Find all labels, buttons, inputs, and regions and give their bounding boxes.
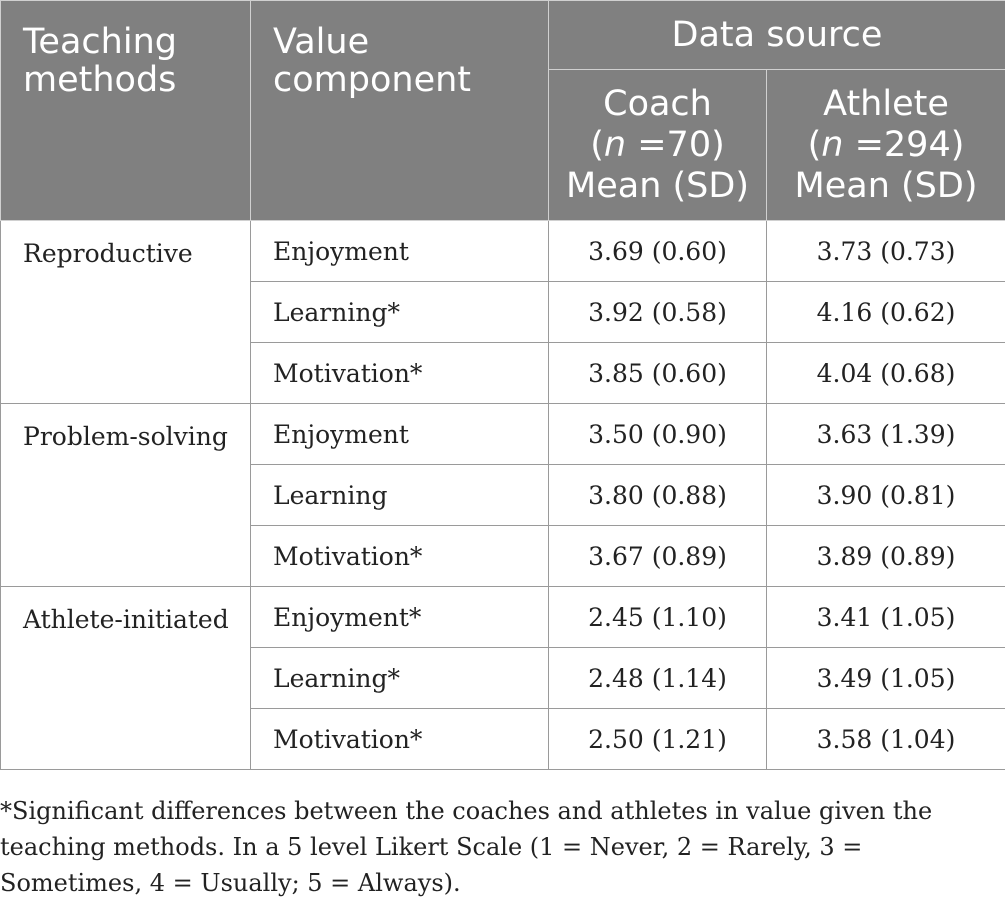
table-row (1, 404, 1005, 465)
coach-value-cell: 3.69 (0.60) (549, 221, 767, 282)
header-value-component: Value component (251, 1, 549, 221)
athlete-value-cell: 3.63 (1.39) (767, 404, 1005, 465)
athlete-value-cell: 3.49 (1.05) (767, 648, 1005, 709)
coach-value-cell: 3.92 (0.58) (549, 282, 767, 343)
athlete-value-cell: 4.16 (0.62) (767, 282, 1005, 343)
component-cell: Learning (251, 465, 549, 526)
coach-value-cell: 2.50 (1.21) (549, 709, 767, 770)
component-cell: Enjoyment (251, 404, 549, 465)
component-cell: Learning* (251, 282, 549, 343)
component-cell: Motivation* (251, 343, 549, 404)
table-body (1, 221, 1005, 770)
header-athlete-n: (n =294) (807, 124, 965, 165)
header-coach (549, 70, 767, 221)
header-teaching-methods: Teaching methods (1, 1, 251, 221)
component-cell: Enjoyment (251, 221, 549, 282)
method-cell: Athlete-initiated (1, 587, 251, 770)
athlete-value-cell: 3.73 (0.73) (767, 221, 1005, 282)
header-coach-name: Coach (603, 83, 712, 124)
athlete-value-cell: 3.58 (1.04) (767, 709, 1005, 770)
component-cell: Learning* (251, 648, 549, 709)
athlete-value-cell: 3.90 (0.81) (767, 465, 1005, 526)
coach-value-cell: 3.50 (0.90) (549, 404, 767, 465)
coach-value-cell: 3.67 (0.89) (549, 526, 767, 587)
athlete-value-cell: 3.89 (0.89) (767, 526, 1005, 587)
method-cell: Problem-solving (1, 404, 251, 587)
coach-value-cell: 2.48 (1.14) (549, 648, 767, 709)
method-cell: Reproductive (1, 221, 251, 404)
coach-value-cell: 3.85 (0.60) (549, 343, 767, 404)
table-footnote: *Significant differences between the coaches and athletes in value given the teaching methods. In a 5 level Likert Scale (1 = Never, 2 = Rarely, 3 = Sometimes, 4 = Usually; 5 = Always). (0, 797, 933, 897)
header-coach-n: (n =70) (590, 124, 725, 165)
coach-value-cell: 2.45 (1.10) (549, 587, 767, 648)
athlete-value-cell: 4.04 (0.68) (767, 343, 1005, 404)
table-row (1, 221, 1005, 282)
header-coach-stat: Mean (SD) (566, 165, 749, 206)
component-cell: Motivation* (251, 526, 549, 587)
header-data-source: Data source (549, 1, 1005, 70)
header-athlete-name: Athlete (823, 83, 949, 124)
component-cell: Enjoyment* (251, 587, 549, 648)
athlete-value-cell: 3.41 (1.05) (767, 587, 1005, 648)
table-row (1, 587, 1005, 648)
coach-value-cell: 3.80 (0.88) (549, 465, 767, 526)
table-header (1, 1, 1005, 221)
header-athlete (767, 70, 1005, 221)
header-athlete-stat: Mean (SD) (794, 165, 978, 206)
component-cell: Motivation* (251, 709, 549, 770)
